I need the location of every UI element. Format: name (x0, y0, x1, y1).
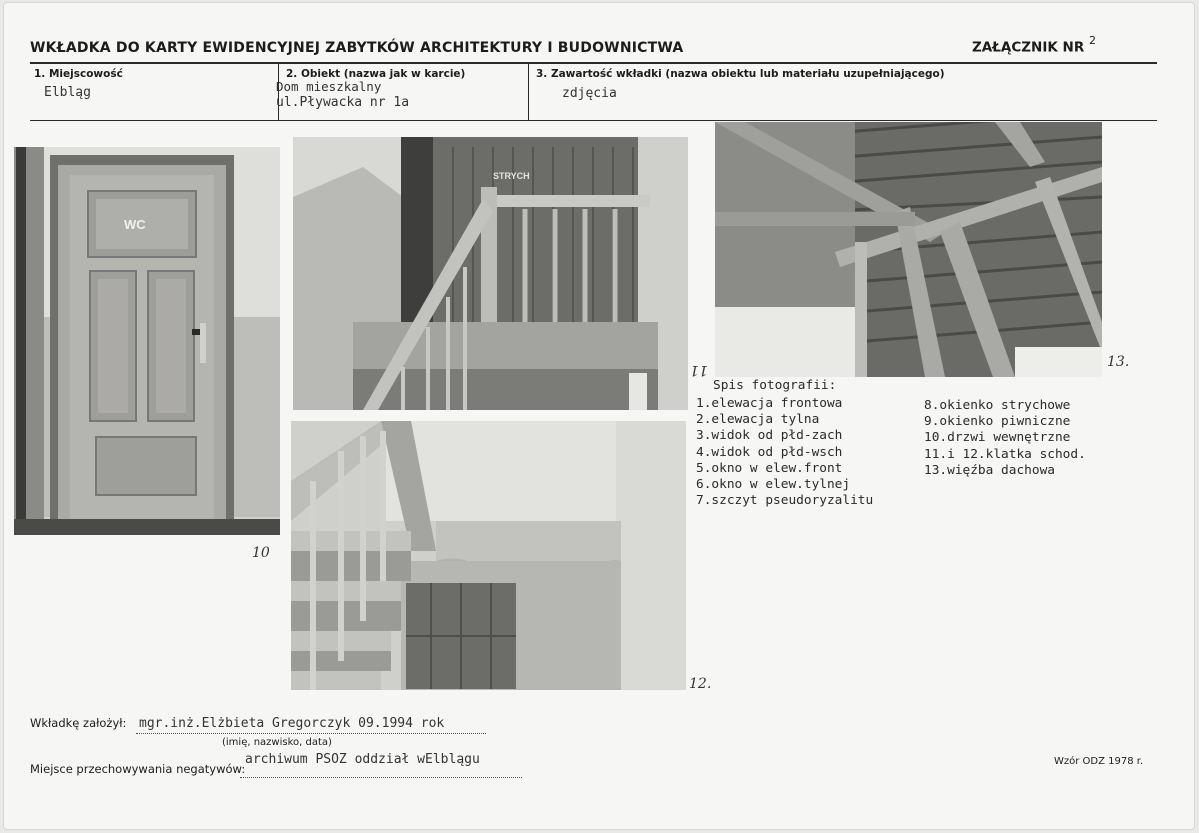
roof-truss-illustration (715, 122, 1102, 377)
list-item: 6.okno w elew.tylnej (696, 477, 851, 493)
locality-label: 1. Miejscowość (34, 68, 123, 80)
attachment-number (972, 36, 1096, 56)
field-separator (528, 64, 529, 120)
photo-staircase-lower (291, 421, 686, 690)
author-dotted-line (136, 733, 486, 734)
list-item: 3.widok od płd-zach (696, 428, 843, 444)
storage-value: archiwum PSOZ oddział wElblągu (245, 752, 480, 767)
author-label: Wkładkę założył: (30, 716, 127, 730)
contents-label: 3. Zawartość wkładki (nazwa obiektu lub materiału uzupełniającego) (536, 68, 945, 80)
list-item: 8.okienko strychowe (924, 398, 1071, 413)
door-illustration (14, 147, 280, 535)
photo-number-13: 13. (1107, 354, 1130, 370)
list-item: 9.okienko piwniczne (924, 414, 1071, 430)
list-item: 11.i 12.klatka schod. (924, 446, 1086, 462)
photo-number-10: 10 (252, 545, 270, 561)
photo-number-11: 11 (690, 362, 708, 378)
list-item: 5.okno w elew.front (696, 460, 843, 476)
object-label: 2. Obiekt (nazwa jak w karcie) (286, 68, 466, 80)
photo-list-right (924, 398, 1086, 479)
attachment-number-value: 2 (1088, 34, 1096, 47)
photo-number-12: 12. (689, 676, 712, 692)
photo-list-title: Spis fotografii: (713, 378, 837, 393)
list-item: 7.szczyt pseudoryzalitu (696, 493, 874, 509)
photo-roof-truss (715, 122, 1102, 377)
storage-dotted-line (240, 777, 522, 778)
fields-rule (30, 120, 1157, 121)
locality-value: Elbląg (44, 85, 91, 100)
list-item: 2.elewacja tylna (696, 412, 820, 428)
document-title: WKŁADKA DO KARTY EWIDENCYJNEJ ZABYTKÓW ARCHITEKTURY I BUDOWNICTWA (30, 40, 684, 56)
staircase-upper-illustration (293, 137, 688, 410)
door-sign: WC (124, 217, 146, 232)
staircase-lower-illustration (291, 421, 686, 690)
author-hint: (imię, nazwisko, data) (222, 737, 332, 748)
form-model: Wzór ODZ 1978 r. (1054, 756, 1144, 767)
photo-door (14, 147, 280, 535)
photo-list-left (696, 396, 873, 509)
object-value-line1: Dom mieszkalny (276, 79, 382, 94)
contents-value: zdjęcia (562, 86, 617, 101)
attachment-label: ZAŁĄCZNIK NR (972, 39, 1085, 56)
photo-staircase-upper (293, 137, 688, 410)
header-rule (30, 62, 1157, 64)
list-item: 4.widok od płd-wsch (696, 444, 843, 460)
object-value-line2: ul.Pływacka nr 1a (276, 95, 410, 110)
storage-label: Miejsce przechowywania negatywów: (30, 762, 246, 776)
author-value: mgr.inż.Elżbieta Gregorczyk 09.1994 rok (139, 716, 445, 731)
staircase-sign: STRYCH (493, 171, 530, 181)
list-item: 13.więźba dachowa (924, 462, 1055, 478)
list-item: 10.drzwi wewnętrzne (924, 430, 1071, 446)
list-item: 1.elewacja frontowa (696, 396, 843, 411)
